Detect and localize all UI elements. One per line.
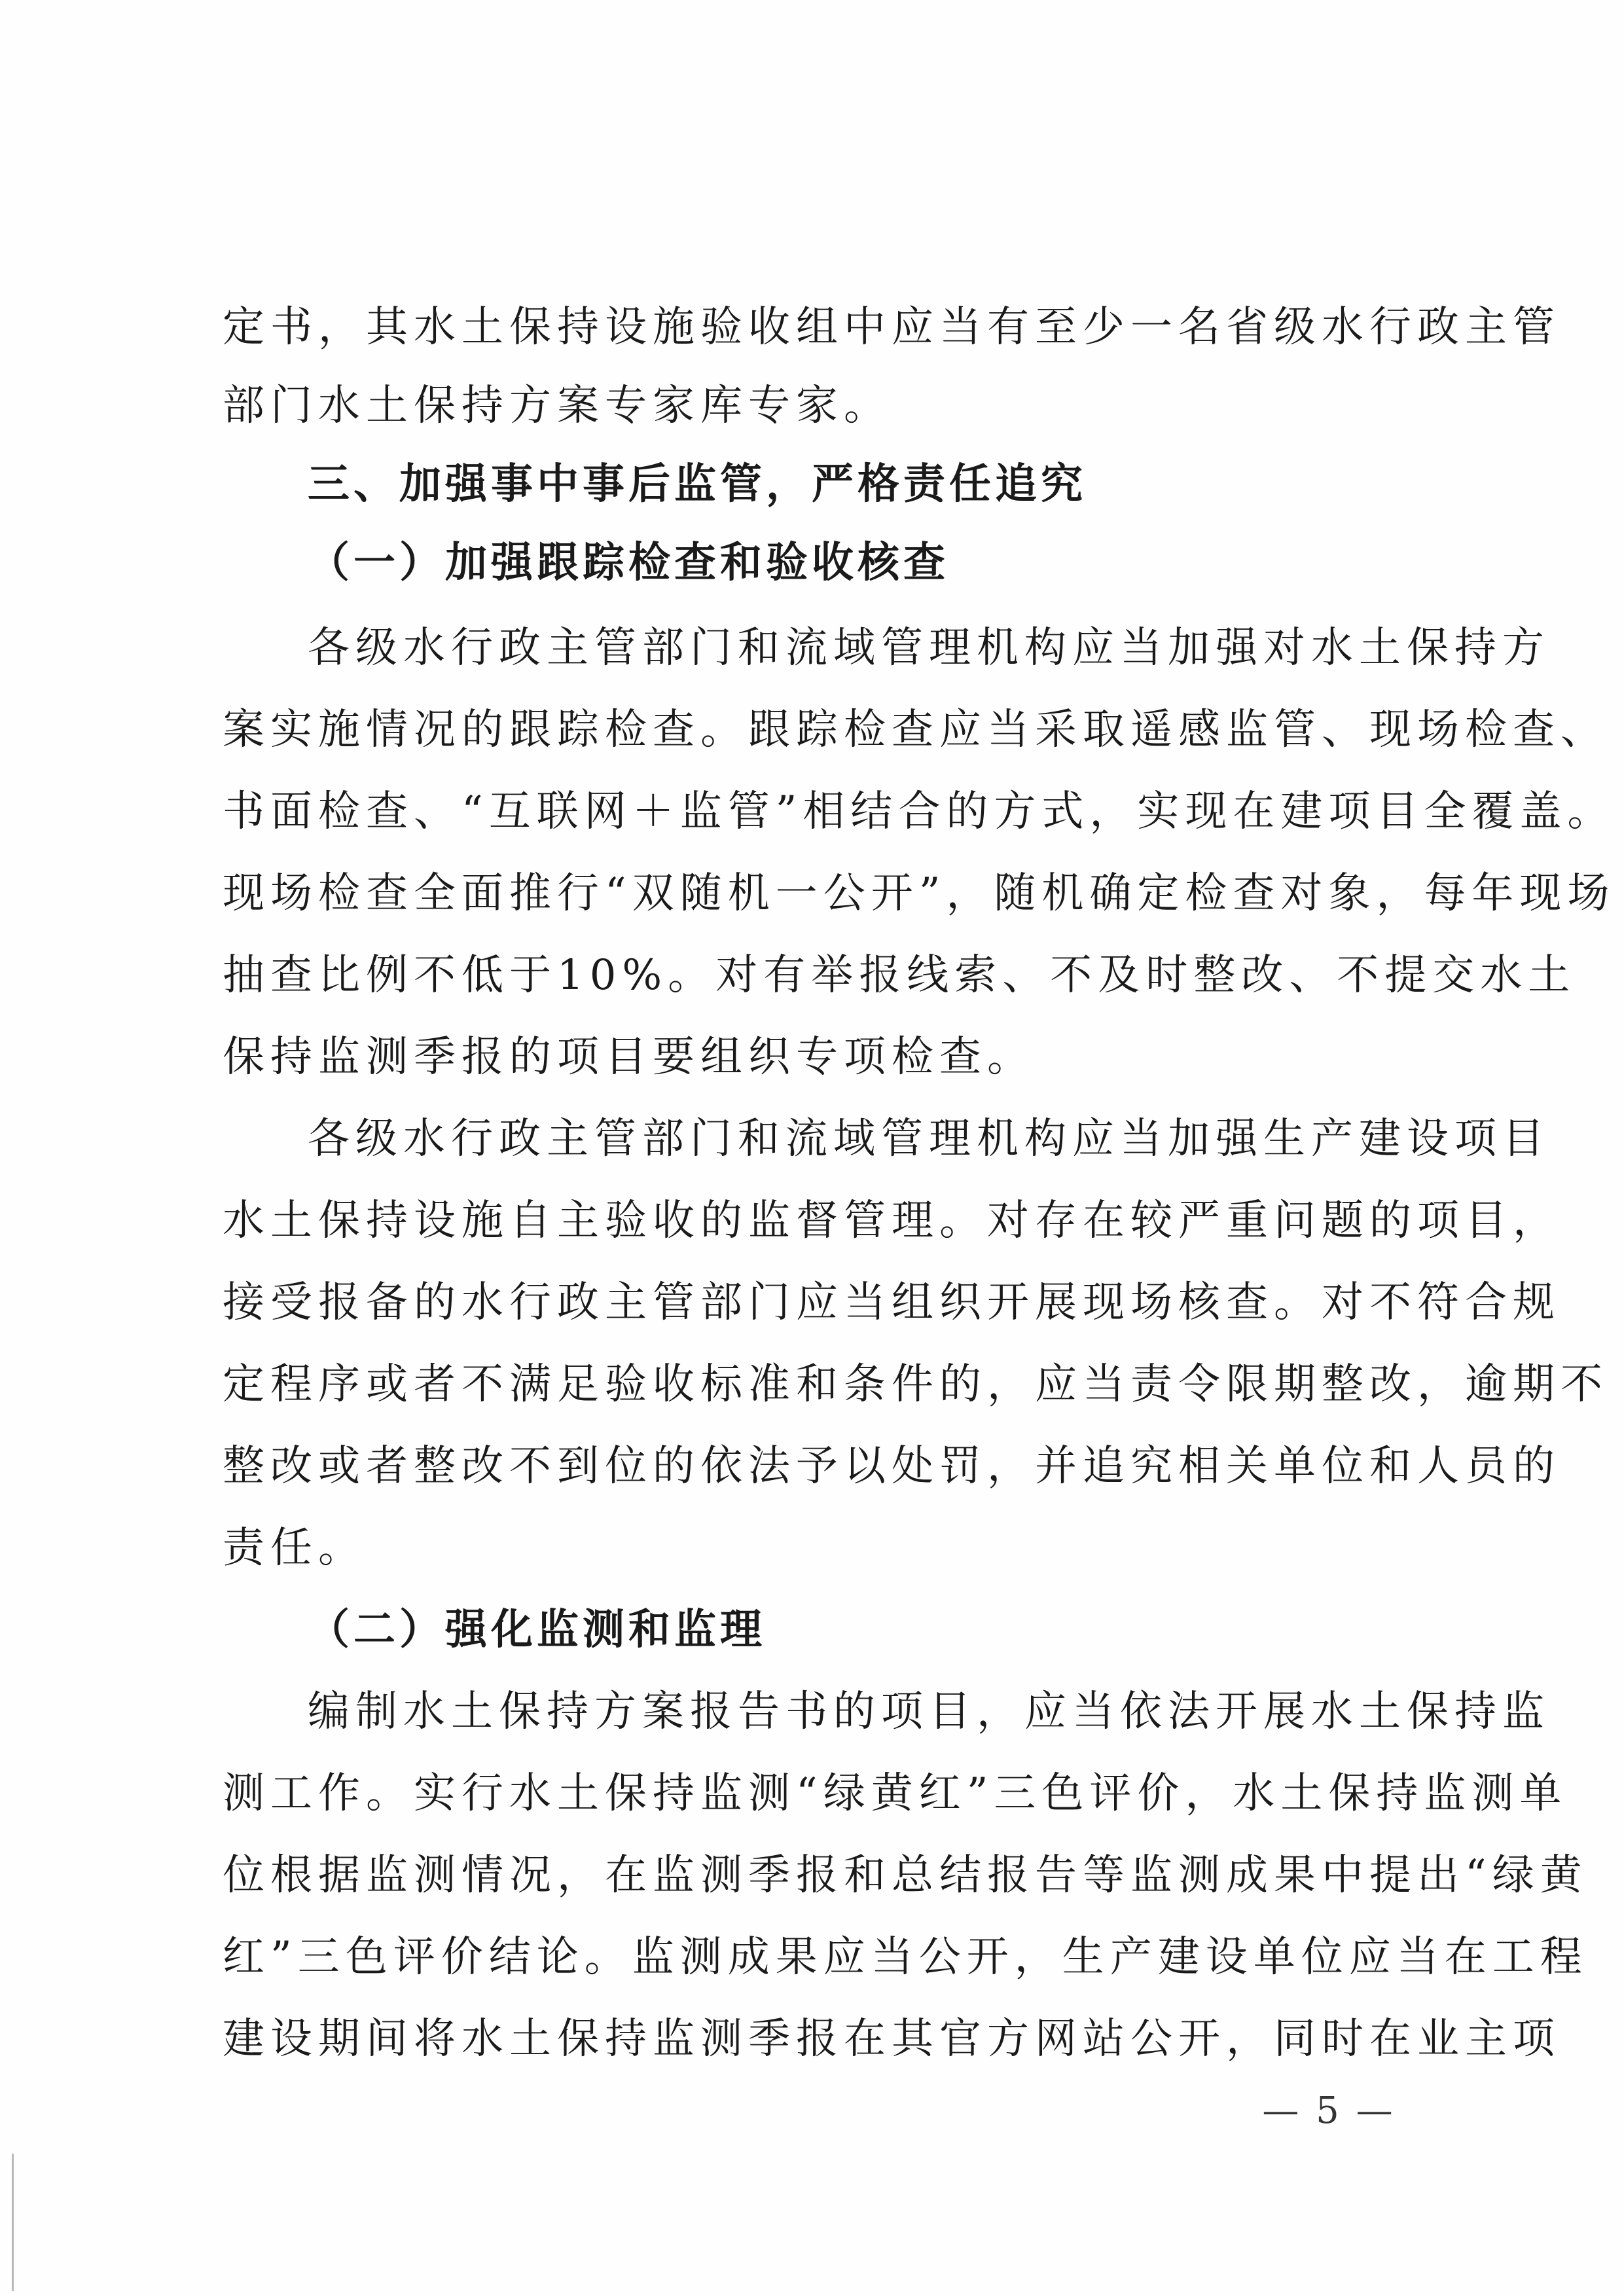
paragraph-1-line-3: 书面检查、“互联网＋监管”相结合的方式，实现在建项目全覆盖。 bbox=[223, 787, 1615, 836]
paragraph-1-line-4: 现场检查全面推行“双随机一公开”，随机确定检查对象，每年现场 bbox=[223, 869, 1615, 918]
paragraph-1-line-6: 保持监测季报的项目要组织专项检查。 bbox=[223, 1033, 1035, 1081]
paragraph-2-line-5: 整改或者整改不到位的依法予以处罚，并追究相关单位和人员的 bbox=[223, 1442, 1561, 1491]
paragraph-3-line-4: 红”三色评价结论。监测成果应当公开，生产建设单位应当在工程 bbox=[223, 1933, 1588, 1981]
subsection-heading-1: （一）加强跟踪检查和验收核查 bbox=[308, 539, 949, 587]
paragraph-2-line-6: 责任。 bbox=[223, 1524, 366, 1572]
paragraph-3-line-3: 位根据监测情况，在监测季报和总结报告等监测成果中提出“绿黄 bbox=[223, 1851, 1588, 1900]
subsection-heading-2: （二）强化监测和监理 bbox=[308, 1606, 766, 1654]
paragraph-2-line-1: 各级水行政主管部门和流域管理机构应当加强生产建设项目 bbox=[308, 1115, 1550, 1163]
paragraph-1-line-5: 抽查比例不低于10%。对有举报线索、不及时整改、不提交水土 bbox=[223, 951, 1576, 1000]
paragraph-2-line-2: 水土保持设施自主验收的监督管理。对存在较严重问题的项目， bbox=[223, 1197, 1561, 1245]
paragraph-3-line-1: 编制水土保持方案报告书的项目，应当依法开展水土保持监 bbox=[308, 1688, 1550, 1736]
paragraph-1-line-1: 各级水行政主管部门和流域管理机构应当加强对水土保持方 bbox=[308, 624, 1550, 672]
section-heading-3: 三、加强事中事后监管，严格责任追究 bbox=[308, 460, 1087, 509]
paragraph-3-line-5: 建设期间将水土保持监测季报在其官方网站公开，同时在业主项 bbox=[223, 2015, 1561, 2063]
page-number: — 5 — bbox=[1262, 2089, 1396, 2132]
paragraph-3-line-2: 测工作。实行水土保持监测“绿黄红”三色评价，水土保持监测单 bbox=[223, 1769, 1568, 1818]
paragraph-2-line-4: 定程序或者不满足验收标准和条件的，应当责令限期整改，逾期不 bbox=[223, 1360, 1608, 1409]
text-line-2: 部门水土保持方案专家库专家。 bbox=[223, 382, 892, 430]
scan-edge-mark bbox=[12, 2154, 14, 2291]
paragraph-1-line-2: 案实施情况的跟踪检查。跟踪检查应当采取遥感监管、现场检查、 bbox=[223, 706, 1608, 754]
paragraph-2-line-3: 接受报备的水行政主管部门应当组织开展现场核查。对不符合规 bbox=[223, 1278, 1561, 1327]
text-line-1: 定书，其水土保持设施验收组中应当有至少一名省级水行政主管 bbox=[223, 303, 1561, 352]
